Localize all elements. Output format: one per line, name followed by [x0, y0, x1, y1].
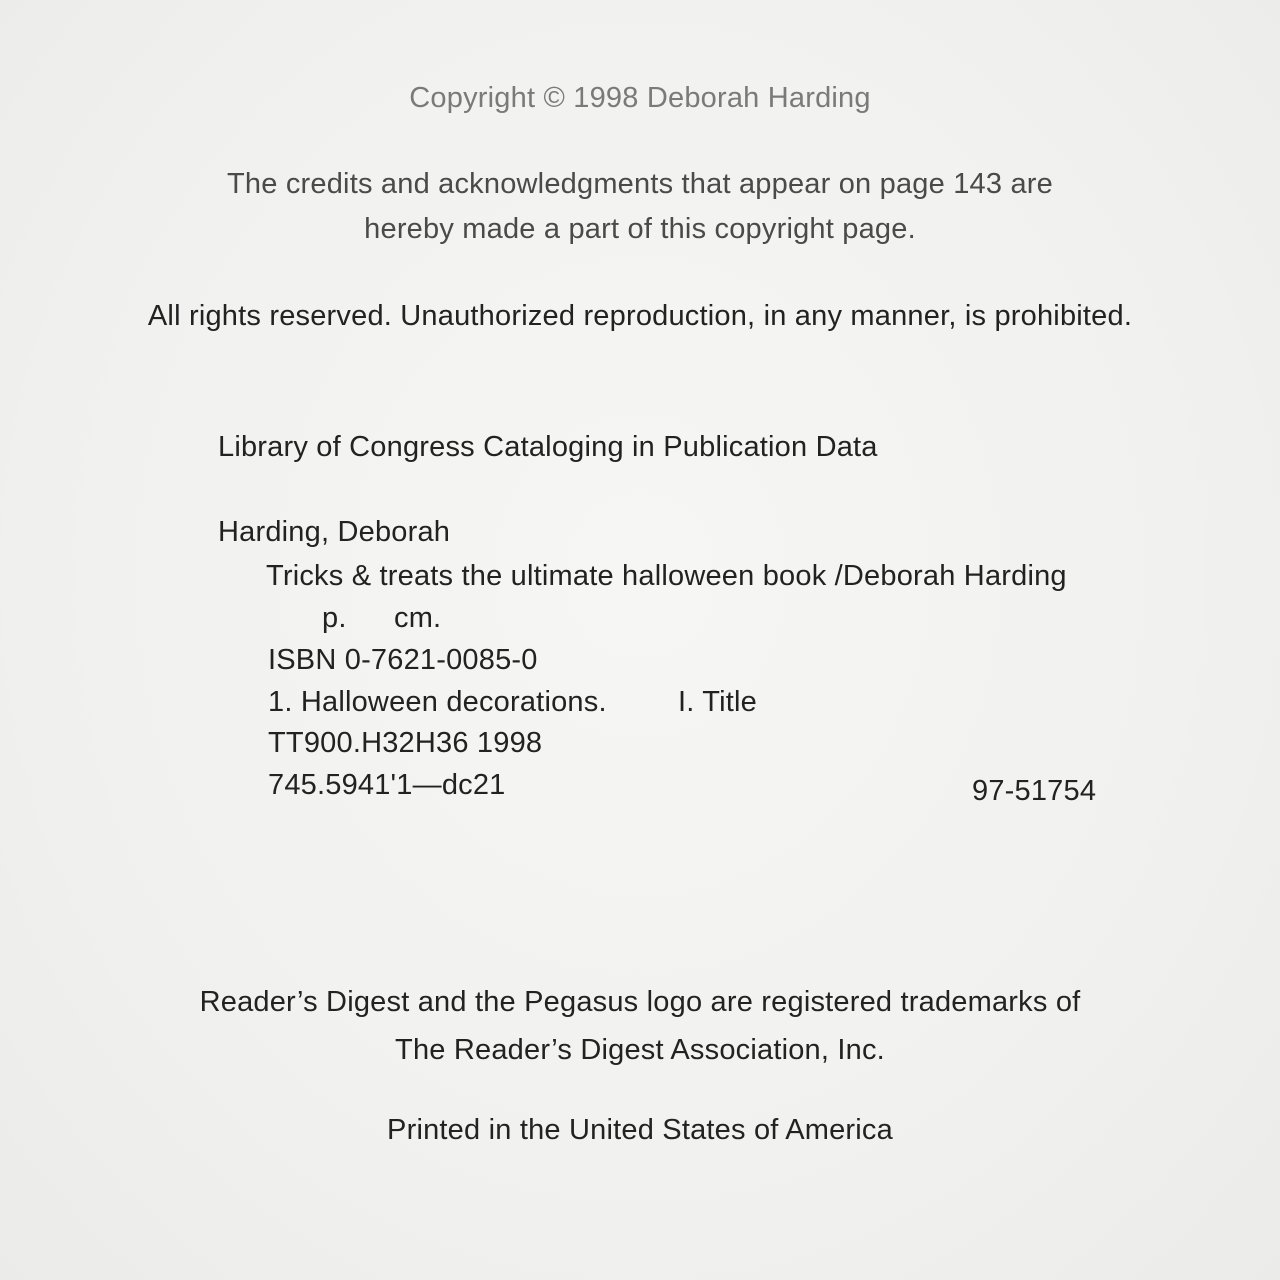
trademark-line-1: Reader’s Digest and the Pegasus logo are registered trademarks of	[199, 986, 1081, 1018]
cip-dewey: 745.5941'1—dc21	[268, 769, 506, 801]
credits-line-1: The credits and acknowledgments that appear on page 143 are	[227, 168, 1053, 200]
cip-pagination-cm: cm.	[394, 602, 442, 634]
printed-in: Printed in the United States of America	[387, 1114, 893, 1146]
cip-title-entry: I. Title	[678, 686, 757, 718]
cip-lccn: 97-51754	[972, 775, 1097, 807]
cip-author: Harding, Deborah	[218, 516, 451, 548]
credits-line-2: hereby made a part of this copyright page.	[364, 213, 916, 245]
trademark-line-2: The Reader’s Digest Association, Inc.	[395, 1034, 885, 1066]
cip-title: Tricks & treats the ultimate halloween book /Deborah Harding	[266, 560, 1067, 592]
cip-lc-class: TT900.H32H36 1998	[268, 727, 543, 759]
cip-isbn: ISBN 0-7621-0085-0	[268, 644, 538, 676]
cip-pagination-p: p.	[322, 602, 347, 634]
cip-subjects: 1. Halloween decorations.	[268, 686, 607, 718]
cip-heading: Library of Congress Cataloging in Publication Data	[218, 431, 878, 463]
rights-statement: All rights reserved. Unauthorized reproduction, in any manner, is prohibited.	[147, 300, 1133, 332]
copyright-notice: Copyright © 1998 Deborah Harding	[409, 82, 871, 114]
